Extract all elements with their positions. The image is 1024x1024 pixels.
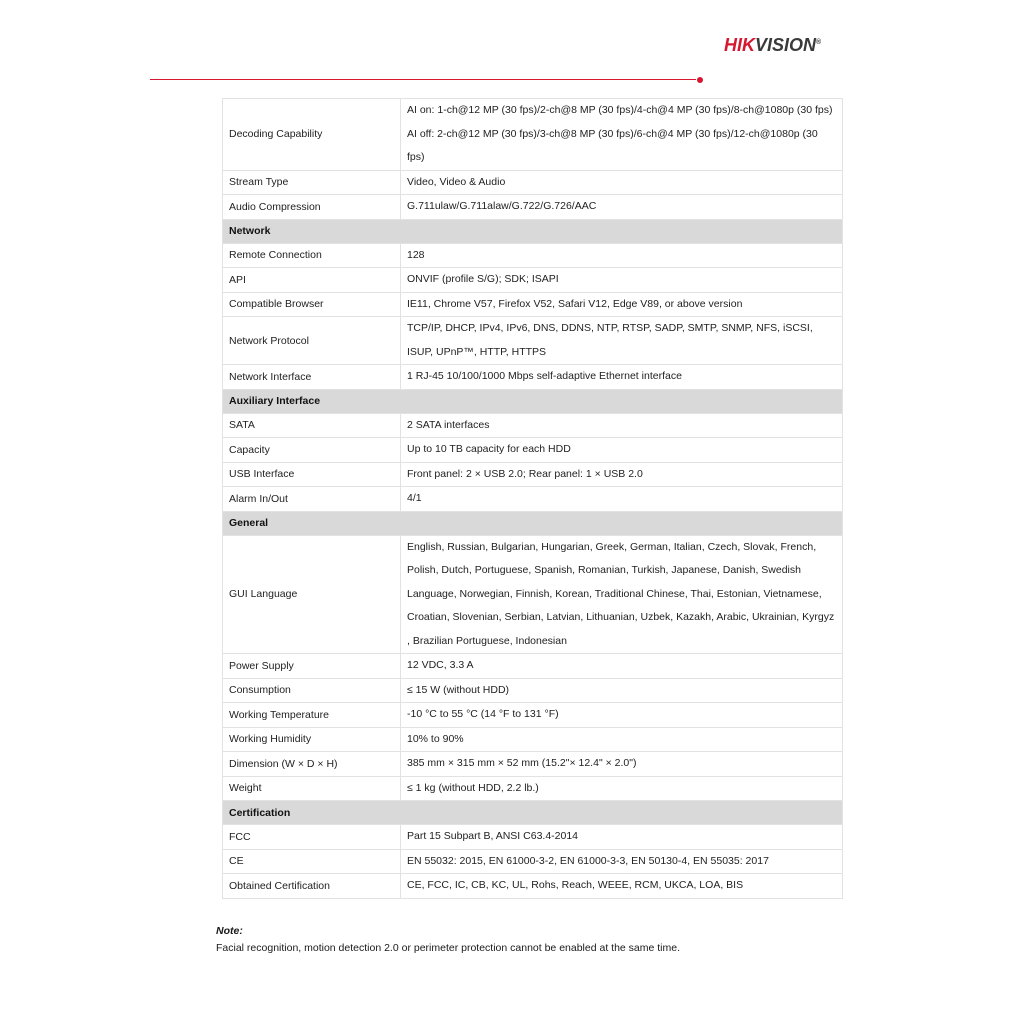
spec-row <box>223 703 843 728</box>
spec-value-line: ≤ 15 W (without HDD) <box>407 683 510 696</box>
spec-row <box>223 487 843 512</box>
spec-label: Network Interface <box>223 365 401 390</box>
spec-value-line: ≤ 1 kg (without HDD, 2.2 lb.) <box>407 781 539 794</box>
spec-row <box>223 365 843 390</box>
spec-label: API <box>223 268 401 293</box>
spec-value <box>401 727 843 752</box>
spec-value-line: Up to 10 TB capacity for each HDD <box>407 443 571 455</box>
spec-row <box>223 438 843 463</box>
section-header-row <box>223 801 843 825</box>
section-header: Certification <box>223 801 843 825</box>
spec-label: Weight <box>223 776 401 801</box>
spec-value-line: CE, FCC, IC, CB, KC, UL, Rohs, Reach, WEEE, RCM, UKCA, LOA, BIS <box>407 879 744 891</box>
spec-row <box>223 678 843 703</box>
spec-label: FCC <box>223 825 401 850</box>
spec-value-line: 10% to 90% <box>407 732 464 745</box>
spec-value-line: TCP/IP, DHCP, IPv4, IPv6, DNS, DDNS, NTP, RTSP, SADP, SMTP, SNMP, NFS, iSCSI, ISUP, UPnP™, HTTP, HTTPS <box>407 322 813 358</box>
header-divider-dot <box>697 77 703 83</box>
spec-label: Consumption <box>223 678 401 703</box>
spec-row <box>223 462 843 487</box>
spec-value-line: 128 <box>407 248 425 261</box>
spec-value <box>401 413 843 438</box>
spec-value <box>401 874 843 899</box>
spec-value <box>401 487 843 512</box>
spec-value-line: G.711ulaw/G.711alaw/G.722/G.726/AAC <box>407 200 597 212</box>
spec-value-line: Front panel: 2 × USB 2.0; Rear panel: 1 × USB 2.0 <box>407 467 643 480</box>
spec-row <box>223 776 843 801</box>
spec-label: USB Interface <box>223 462 401 487</box>
spec-value-line: 4/1 <box>407 492 422 504</box>
spec-row <box>223 654 843 679</box>
spec-value-line: EN 55032: 2015, EN 61000-3-2, EN 61000-3-3, EN 50130-4, EN 55035: 2017 <box>407 854 769 867</box>
section-header: Network <box>223 219 843 243</box>
spec-row <box>223 752 843 777</box>
spec-value-line: ONVIF (profile S/G); SDK; ISAPI <box>407 273 559 285</box>
spec-label: Working Temperature <box>223 703 401 728</box>
spec-label: Working Humidity <box>223 727 401 752</box>
spec-value-line: 2 SATA interfaces <box>407 418 490 431</box>
spec-value <box>401 825 843 850</box>
specification-table-body <box>223 99 843 899</box>
spec-label: Compatible Browser <box>223 292 401 317</box>
spec-value-line: Video, Video & Audio <box>407 175 506 188</box>
note-title: Note: <box>216 925 243 937</box>
spec-value <box>401 195 843 220</box>
spec-value <box>401 776 843 801</box>
spec-value-line: English, Russian, Bulgarian, Hungarian, Greek, German, Italian, Czech, Slovak, French, Polish, Dutch, Portuguese, Spanish, Romanian, Turkish, Japanese, Danish, Swedish Language, Norwegian, Finnish, Korean, Traditional Chinese, Thai, Estonian, Vietnamese, Croatian, Slovenian, Serbian, Latvian, Lithuanian, Uzbek, Kazakh, Arabic, Ukrainian, Kyrgyz , Brazilian Portuguese, Indonesian <box>407 540 835 647</box>
spec-label: GUI Language <box>223 535 401 654</box>
spec-row <box>223 535 843 654</box>
spec-row <box>223 317 843 365</box>
spec-row <box>223 170 843 195</box>
spec-value <box>401 292 843 317</box>
spec-value-line: Part 15 Subpart B, ANSI C63.4-2014 <box>407 830 579 842</box>
spec-row <box>223 243 843 268</box>
spec-value <box>401 317 843 365</box>
logo-part-vision: VISION <box>755 35 817 55</box>
spec-row <box>223 99 843 171</box>
spec-value <box>401 654 843 679</box>
spec-value <box>401 849 843 874</box>
spec-value-line: 385 mm × 315 mm × 52 mm (15.2"× 12.4" × 2.0") <box>407 757 637 769</box>
spec-value <box>401 752 843 777</box>
section-header-row <box>223 219 843 243</box>
hikvision-logo <box>724 33 821 55</box>
spec-row <box>223 413 843 438</box>
spec-value <box>401 170 843 195</box>
spec-value-line: 1 RJ-45 10/100/1000 Mbps self-adaptive Ethernet interface <box>407 370 682 382</box>
spec-label: Audio Compression <box>223 195 401 220</box>
logo-registered-mark: ® <box>816 39 822 46</box>
spec-value <box>401 268 843 293</box>
spec-value <box>401 243 843 268</box>
spec-label: Alarm In/Out <box>223 487 401 512</box>
spec-label: Stream Type <box>223 170 401 195</box>
section-header: Auxiliary Interface <box>223 389 843 413</box>
spec-label: SATA <box>223 413 401 438</box>
spec-row <box>223 195 843 220</box>
spec-row <box>223 825 843 850</box>
spec-value <box>401 703 843 728</box>
spec-value-line: AI on: 1-ch@12 MP (30 fps)/2-ch@8 MP (30 fps)/4-ch@4 MP (30 fps)/8-ch@1080p (30 fps) <box>407 104 833 116</box>
spec-value-line: 12 VDC, 3.3 A <box>407 659 474 671</box>
spec-value <box>401 678 843 703</box>
specification-table <box>222 98 843 899</box>
spec-value-line: AI off: 2-ch@12 MP (30 fps)/3-ch@8 MP (30 fps)/6-ch@4 MP (30 fps)/12-ch@1080p (30 fps) <box>407 127 818 163</box>
section-header-row <box>223 389 843 413</box>
spec-row <box>223 849 843 874</box>
spec-row <box>223 874 843 899</box>
spec-value <box>401 438 843 463</box>
spec-value-line: -10 °C to 55 °C (14 °F to 131 °F) <box>407 708 559 720</box>
spec-value <box>401 99 843 171</box>
spec-label: Obtained Certification <box>223 874 401 899</box>
spec-label: Dimension (W × D × H) <box>223 752 401 777</box>
spec-label: Remote Connection <box>223 243 401 268</box>
spec-value-line: IE11, Chrome V57, Firefox V52, Safari V12, Edge V89, or above version <box>407 297 743 310</box>
logo-part-hik: HIK <box>724 35 755 55</box>
section-header-row <box>223 511 843 535</box>
spec-label: Decoding Capability <box>223 99 401 171</box>
section-header: General <box>223 511 843 535</box>
spec-value <box>401 535 843 654</box>
spec-label: CE <box>223 849 401 874</box>
spec-row <box>223 292 843 317</box>
spec-row <box>223 268 843 293</box>
header-divider-line <box>150 79 696 80</box>
spec-value <box>401 365 843 390</box>
spec-label: Capacity <box>223 438 401 463</box>
note-text: Facial recognition, motion detection 2.0 or perimeter protection cannot be enabled at the same time. <box>216 942 681 954</box>
spec-label: Power Supply <box>223 654 401 679</box>
spec-label: Network Protocol <box>223 317 401 365</box>
spec-row <box>223 727 843 752</box>
spec-value <box>401 462 843 487</box>
